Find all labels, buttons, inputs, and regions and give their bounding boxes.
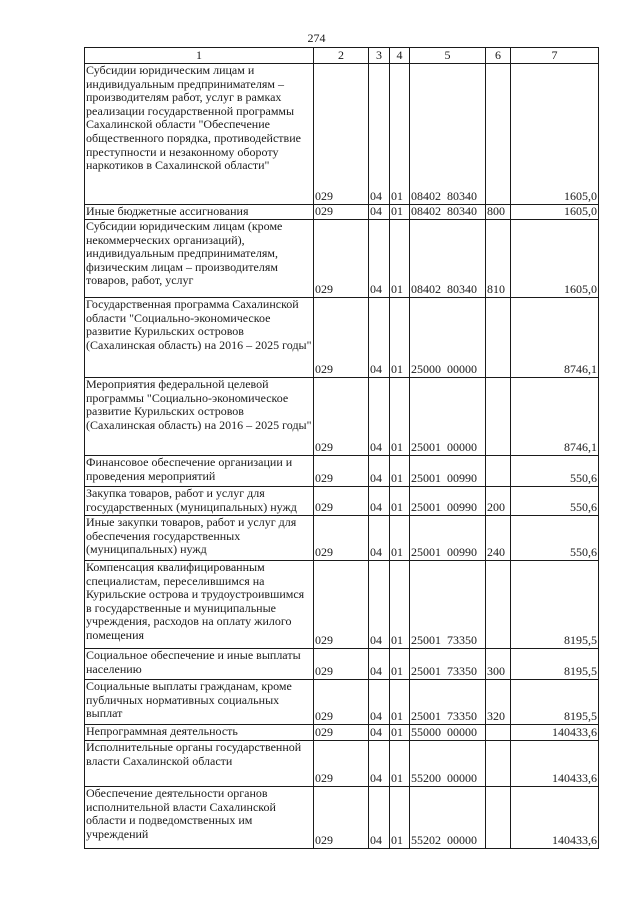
row-amount: 8746,1 (511, 378, 599, 456)
row-ministry: 029 (314, 787, 369, 849)
row-target-article: 08402 80340 (410, 220, 486, 298)
row-amount: 8195,5 (511, 649, 599, 680)
row-ministry: 029 (314, 649, 369, 680)
row-name: Непрограммная деятельность (85, 725, 314, 741)
row-section: 04 (369, 220, 390, 298)
row-expense-type (486, 787, 511, 849)
table-row (85, 298, 599, 378)
row-section: 04 (369, 456, 390, 487)
row-expense-type (486, 298, 511, 378)
row-amount: 8195,5 (511, 680, 599, 725)
row-section: 04 (369, 205, 390, 220)
row-name: Обеспечение деятельности органов исполнительной власти Сахалинской области и подведомственных им учреждений (85, 787, 314, 849)
row-name: Мероприятия федеральной целевой программы "Социально-экономическое развитие Курильских островов (Сахалинская область) на 2016 – 2025 годы" (85, 378, 314, 456)
row-name: Субсидии юридическим лицам (кроме некоммерческих организаций), индивидуальным предпринимателям, физическим лицам – производителям товаров, работ, услуг (85, 220, 314, 298)
row-section: 04 (369, 516, 390, 561)
header-col-3: 3 (369, 48, 390, 64)
row-expense-type (486, 378, 511, 456)
row-name: Иные бюджетные ассигнования (85, 205, 314, 220)
row-target-article: 55202 00000 (410, 787, 486, 849)
table-row (85, 725, 599, 741)
row-section: 04 (369, 561, 390, 649)
table-row (85, 64, 599, 205)
row-expense-type (486, 741, 511, 787)
header-col-5: 5 (410, 48, 486, 64)
row-expense-type: 240 (486, 516, 511, 561)
row-amount: 140433,6 (511, 725, 599, 741)
row-section: 04 (369, 298, 390, 378)
row-name: Финансовое обеспечение организации и проведения мероприятий (85, 456, 314, 487)
row-section: 04 (369, 725, 390, 741)
header-col-6: 6 (486, 48, 511, 64)
table-row (85, 787, 599, 849)
row-target-article: 25001 00000 (410, 378, 486, 456)
row-target-article: 08402 80340 (410, 205, 486, 220)
row-name: Закупка товаров, работ и услуг для государственных (муниципальных) нужд (85, 487, 314, 516)
row-target-article: 08402 80340 (410, 64, 486, 205)
row-target-article: 25001 00990 (410, 516, 486, 561)
header-col-4: 4 (390, 48, 410, 64)
row-expense-type: 200 (486, 487, 511, 516)
row-ministry: 029 (314, 516, 369, 561)
table-row (85, 205, 599, 220)
table-row (85, 456, 599, 487)
row-subsection: 01 (390, 378, 410, 456)
row-subsection: 01 (390, 680, 410, 725)
table-row (85, 220, 599, 298)
row-amount: 550,6 (511, 516, 599, 561)
row-subsection: 01 (390, 741, 410, 787)
row-ministry: 029 (314, 64, 369, 205)
row-expense-type: 300 (486, 649, 511, 680)
row-target-article: 25001 73350 (410, 561, 486, 649)
row-amount: 1605,0 (511, 205, 599, 220)
table-row (85, 516, 599, 561)
row-expense-type: 320 (486, 680, 511, 725)
row-target-article: 55200 00000 (410, 741, 486, 787)
row-expense-type (486, 725, 511, 741)
row-subsection: 01 (390, 205, 410, 220)
table-header-row (85, 48, 599, 64)
row-amount: 140433,6 (511, 741, 599, 787)
row-target-article: 25001 73350 (410, 649, 486, 680)
row-name: Субсидии юридическим лицам и индивидуальным предпринимателям – производителям работ, услуг в рамках реализации государственной программы Сахалинской области "Обеспечение общественного порядка, противодействие преступности и незаконному обороту наркотиков в Сахалинской области" (85, 64, 314, 205)
row-target-article: 25001 73350 (410, 680, 486, 725)
row-amount: 550,6 (511, 456, 599, 487)
row-subsection: 01 (390, 456, 410, 487)
table-row (85, 649, 599, 680)
row-ministry: 029 (314, 220, 369, 298)
row-subsection: 01 (390, 787, 410, 849)
row-name: Компенсация квалифицированным специалистам, переселившимся на Курильские острова и трудоустроившимся в государственные и муниципальные учреждения, расходов на оплату жилого помещения (85, 561, 314, 649)
row-expense-type: 810 (486, 220, 511, 298)
row-ministry: 029 (314, 298, 369, 378)
row-name: Социальное обеспечение и иные выплаты населению (85, 649, 314, 680)
row-section: 04 (369, 378, 390, 456)
row-ministry: 029 (314, 205, 369, 220)
row-ministry: 029 (314, 378, 369, 456)
row-name: Иные закупки товаров, работ и услуг для обеспечения государственных (муниципальных) нужд (85, 516, 314, 561)
header-col-2: 2 (314, 48, 369, 64)
row-name: Государственная программа Сахалинской области "Социально-экономическое развитие Курильских островов (Сахалинская область) на 2016 – 2025 годы" (85, 298, 314, 378)
row-amount: 1605,0 (511, 64, 599, 205)
row-section: 04 (369, 649, 390, 680)
row-target-article: 55000 00000 (410, 725, 486, 741)
row-amount: 1605,0 (511, 220, 599, 298)
row-ministry: 029 (314, 561, 369, 649)
row-target-article: 25000 00000 (410, 298, 486, 378)
row-amount: 140433,6 (511, 787, 599, 849)
table-row (85, 378, 599, 456)
row-subsection: 01 (390, 298, 410, 378)
row-ministry: 029 (314, 680, 369, 725)
row-ministry: 029 (314, 456, 369, 487)
row-subsection: 01 (390, 725, 410, 741)
row-expense-type: 800 (486, 205, 511, 220)
header-col-1: 1 (85, 48, 314, 64)
row-ministry: 029 (314, 725, 369, 741)
row-expense-type (486, 561, 511, 649)
row-section: 04 (369, 487, 390, 516)
row-subsection: 01 (390, 220, 410, 298)
header-col-7: 7 (511, 48, 599, 64)
row-ministry: 029 (314, 741, 369, 787)
row-name: Социальные выплаты гражданам, кроме публичных нормативных социальных выплат (85, 680, 314, 725)
row-target-article: 25001 00990 (410, 487, 486, 516)
budget-table (84, 47, 599, 849)
table-row (85, 487, 599, 516)
row-section: 04 (369, 680, 390, 725)
row-section: 04 (369, 741, 390, 787)
table-row (85, 741, 599, 787)
row-amount: 8195,5 (511, 561, 599, 649)
row-expense-type (486, 456, 511, 487)
row-amount: 550,6 (511, 487, 599, 516)
row-subsection: 01 (390, 487, 410, 516)
row-amount: 8746,1 (511, 298, 599, 378)
row-ministry: 029 (314, 487, 369, 516)
row-expense-type (486, 64, 511, 205)
row-target-article: 25001 00990 (410, 456, 486, 487)
table-row (85, 561, 599, 649)
row-name: Исполнительные органы государственной власти Сахалинской области (85, 741, 314, 787)
row-subsection: 01 (390, 64, 410, 205)
row-subsection: 01 (390, 516, 410, 561)
row-subsection: 01 (390, 649, 410, 680)
page-number: 274 (307, 31, 326, 45)
row-section: 04 (369, 787, 390, 849)
table-row (85, 680, 599, 725)
row-subsection: 01 (390, 561, 410, 649)
row-section: 04 (369, 64, 390, 205)
